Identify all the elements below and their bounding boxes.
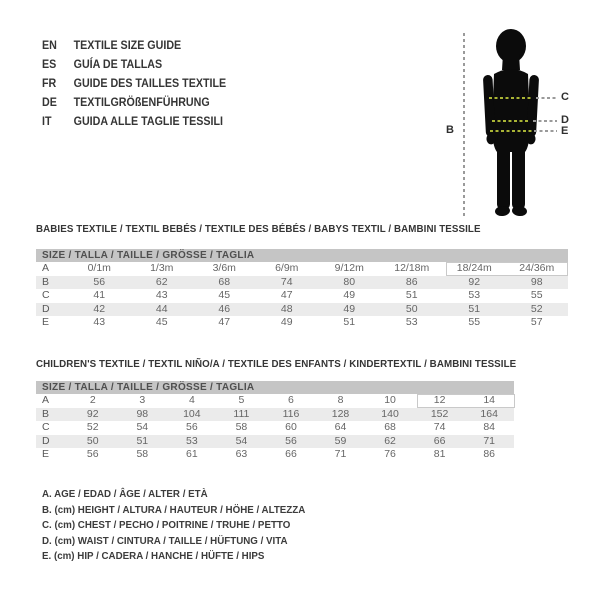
size-cell: 84: [483, 421, 496, 433]
row-label: B: [36, 276, 68, 290]
size-cell: 60: [285, 421, 297, 433]
language-code: IT: [42, 116, 52, 128]
highlight-box: [417, 394, 515, 408]
legend-item: A. AGE / EDAD / ÂGE / ALTER / ETÀ: [42, 488, 208, 500]
size-cell: 128: [316, 408, 366, 422]
size-cell: 81: [433, 448, 446, 460]
size-cell: 76: [384, 448, 396, 460]
size-cell: 51: [405, 289, 418, 301]
size-cell: 58: [235, 421, 248, 433]
size-cell: 52: [86, 421, 99, 433]
size-cell: 68: [193, 276, 256, 290]
children-size-header: SIZE / TALLA / TAILLE / GRÖSSE / TAGLIA: [36, 381, 514, 394]
row-label: D: [36, 303, 68, 317]
size-cell: 58: [136, 448, 149, 460]
row-label: C: [42, 421, 50, 433]
table-row: [36, 289, 568, 303]
size-cell: 6/9m: [275, 262, 299, 274]
height-label: B: [446, 124, 454, 136]
language-code: FR: [42, 78, 57, 90]
height-measure-line: [463, 33, 465, 218]
size-cell: 3/6m: [212, 262, 236, 274]
size-cell: 44: [131, 303, 194, 317]
chest-measure-line: [489, 97, 533, 99]
table-row: [36, 303, 568, 317]
language-row: [42, 37, 226, 56]
size-cell: 71: [334, 448, 347, 460]
size-cell: 86: [483, 448, 496, 460]
size-cell: 86: [381, 276, 444, 290]
size-cell: 152: [415, 408, 465, 422]
row-label: A: [42, 262, 50, 274]
legend-item: E. (cm) HIP / CADERA / HANCHE / HÜFTE / HIPS: [42, 550, 265, 563]
size-cell: 49: [318, 303, 381, 317]
size-cell: 140: [365, 408, 415, 422]
size-cell: 50: [381, 303, 444, 317]
size-cell: 62: [365, 435, 415, 449]
size-cell: 59: [316, 435, 366, 449]
language-code: EN: [42, 40, 57, 52]
babies-section-title: BABIES TEXTILE / TEXTIL BEBÉS / TEXTILE DES BÉBÉS / BABYS TEXTIL / BAMBINI TESSILE: [36, 223, 481, 235]
size-cell: 1/3m: [150, 262, 174, 274]
size-cell: 63: [235, 448, 248, 460]
size-cell: 55: [468, 316, 481, 328]
language-row: [42, 75, 226, 94]
size-cell: 66: [285, 448, 297, 460]
size-cell: 0/1m: [87, 262, 111, 274]
table-row: [36, 316, 568, 330]
size-cell: 43: [155, 289, 168, 301]
size-cell: 98: [118, 408, 168, 422]
chest-label: C: [561, 91, 569, 103]
size-cell: 56: [86, 448, 99, 460]
size-cell: 53: [468, 289, 481, 301]
size-cell: 53: [405, 316, 418, 328]
size-cell: 4: [188, 394, 195, 406]
size-cell: 48: [256, 303, 319, 317]
row-label: D: [36, 435, 68, 449]
size-cell: 12: [433, 394, 446, 406]
size-cell: 14: [483, 394, 496, 406]
size-cell: 111: [217, 408, 267, 422]
language-title: GUÍA DE TALLAS: [73, 59, 163, 71]
highlight-box: [446, 262, 568, 276]
size-cell: 50: [68, 435, 118, 449]
size-cell: 49: [343, 289, 356, 301]
size-cell: 24/36m: [519, 262, 555, 274]
row-label: C: [42, 289, 50, 301]
size-cell: 54: [136, 421, 149, 433]
language-title: GUIDA ALLE TAGLIE TESSILI: [73, 116, 223, 128]
language-title: TEXTILGRÖßENFÜHRUNG: [73, 97, 210, 109]
measurement-legend: [42, 487, 305, 565]
language-title: GUIDE DES TAILLES TEXTILE: [73, 78, 227, 90]
size-cell: 53: [167, 435, 217, 449]
table-row: [36, 408, 514, 422]
size-cell: 98: [506, 276, 569, 290]
row-label: B: [36, 408, 68, 422]
language-title: TEXTILE SIZE GUIDE: [73, 40, 182, 52]
size-cell: 46: [193, 303, 256, 317]
size-cell: 80: [318, 276, 381, 290]
size-cell: 52: [506, 303, 569, 317]
size-cell: 55: [530, 289, 543, 301]
waist-measure-line: [492, 120, 530, 122]
size-cell: 54: [217, 435, 267, 449]
row-label: E: [42, 316, 50, 328]
hip-leader-line: [534, 130, 557, 132]
size-cell: 56: [186, 421, 198, 433]
size-cell: 41: [93, 289, 106, 301]
size-cell: 56: [266, 435, 316, 449]
hip-label: E: [561, 125, 569, 137]
size-cell: 3: [139, 394, 146, 406]
language-list: [42, 37, 226, 132]
size-cell: 18/24m: [456, 262, 492, 274]
size-cell: 6: [288, 394, 294, 406]
size-cell: 47: [280, 289, 293, 301]
size-cell: 71: [464, 435, 514, 449]
legend-item: B. (cm) HEIGHT / ALTURA / HAUTEUR / HÖHE / ALTEZZA: [42, 503, 306, 516]
legend-item: C. (cm) CHEST / PECHO / POITRINE / TRUHE / PETTO: [42, 519, 291, 532]
table-row: [36, 276, 568, 290]
language-row: [42, 56, 226, 75]
child-silhouette-icon: [480, 28, 542, 218]
language-row: [42, 94, 226, 113]
waist-label: D: [561, 114, 569, 126]
size-cell: 47: [218, 316, 231, 328]
size-cell: 66: [415, 435, 465, 449]
babies-size-header: SIZE / TALLA / TAILLE / GRÖSSE / TAGLIA: [36, 249, 568, 262]
size-cell: 74: [433, 421, 446, 433]
size-cell: 10: [384, 394, 396, 406]
size-cell: 2: [89, 394, 96, 406]
size-cell: 5: [238, 394, 245, 406]
size-cell: 45: [218, 289, 231, 301]
size-cell: 116: [266, 408, 316, 422]
size-cell: 164: [464, 408, 514, 422]
language-code: ES: [42, 59, 57, 71]
size-cell: 61: [186, 448, 198, 460]
row-label: A: [42, 394, 50, 406]
children-section-title: CHILDREN'S TEXTILE / TEXTIL NIÑO/A / TEXTILE DES ENFANTS / KINDERTEXTIL / BAMBINI TESSILE: [36, 358, 517, 370]
size-cell: 51: [443, 303, 506, 317]
row-label: E: [42, 448, 50, 460]
size-cell: 68: [384, 421, 396, 433]
size-cell: 64: [334, 421, 347, 433]
size-cell: 92: [68, 408, 118, 422]
language-row: [42, 113, 226, 132]
size-cell: 92: [443, 276, 506, 290]
language-code: DE: [42, 97, 57, 109]
size-cell: 74: [256, 276, 319, 290]
size-cell: 12/18m: [394, 262, 430, 274]
chest-leader-line: [536, 97, 557, 99]
legend-item: D. (cm) WAIST / CINTURA / TAILLE / HÜFTUNG / VITA: [42, 534, 288, 547]
size-cell: 9/12m: [334, 262, 364, 274]
size-cell: 51: [343, 316, 356, 328]
table-row: [36, 421, 514, 435]
table-row: [36, 435, 514, 449]
hip-measure-line: [490, 130, 532, 132]
waist-leader-line: [533, 120, 557, 122]
size-cell: 43: [93, 316, 106, 328]
table-row: [36, 448, 514, 462]
size-cell: 42: [68, 303, 131, 317]
size-cell: 57: [530, 316, 543, 328]
size-cell: 56: [68, 276, 131, 290]
size-cell: 49: [280, 316, 293, 328]
size-cell: 51: [118, 435, 168, 449]
size-cell: 104: [167, 408, 217, 422]
size-cell: 8: [337, 394, 344, 406]
size-cell: 62: [131, 276, 194, 290]
size-cell: 45: [155, 316, 168, 328]
